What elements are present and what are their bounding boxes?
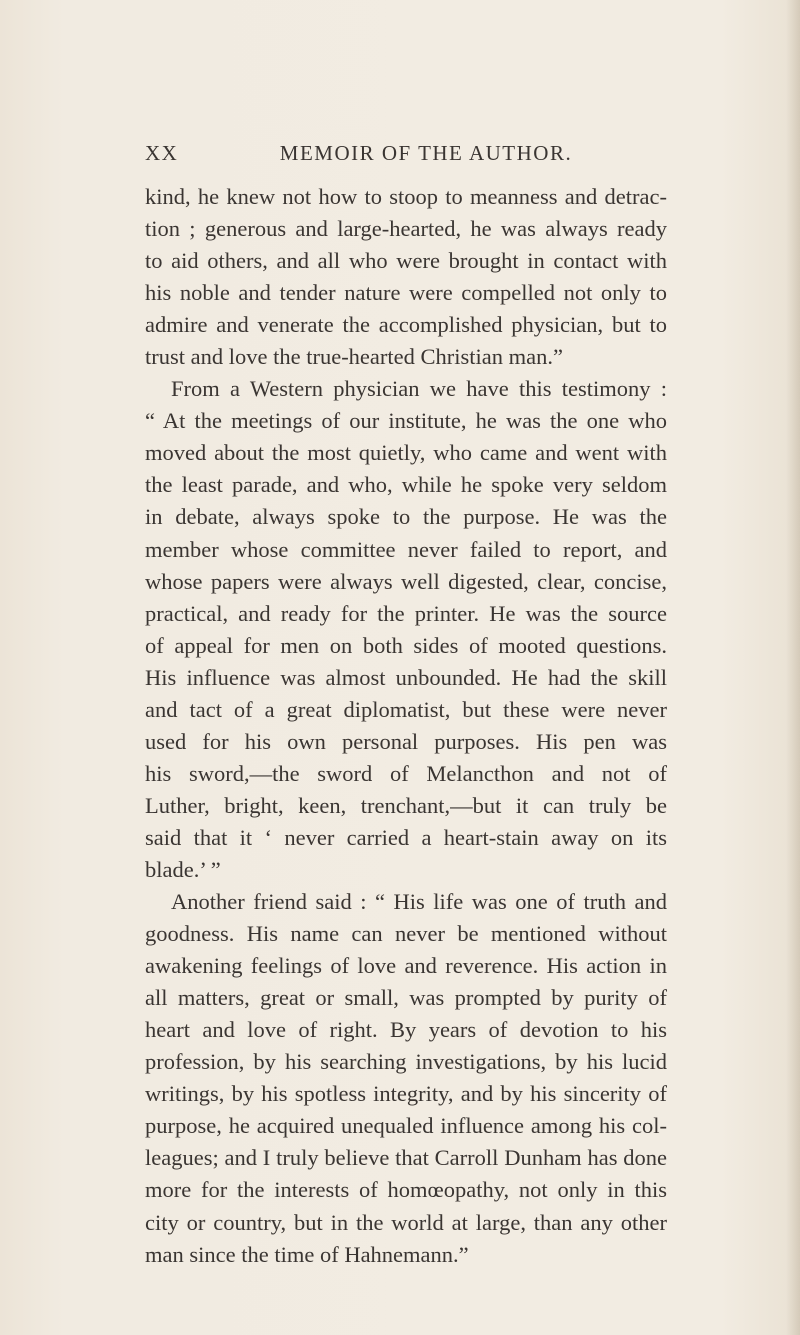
text-line: goodness. His name can never be mentioned without: [145, 921, 667, 947]
text-line: awakening feelings of love and reverence. His action in: [145, 953, 667, 979]
text-line: Another friend said : “ His life was one of truth and: [171, 889, 667, 915]
text-line: profession, by his searching investigations, by his lucid: [145, 1049, 667, 1075]
text-line: tion ; generous and large-hearted, he was always ready: [145, 216, 667, 242]
text-line: his sword,—the sword of Melancthon and not of: [145, 760, 667, 786]
text-line: moved about the most quietly, who came and went with: [145, 440, 667, 466]
text-line: his noble and tender nature were compelled not only to: [145, 280, 667, 306]
text-line: “ At the meetings of our institute, he was the one who: [145, 408, 667, 434]
body-text: [145, 181, 667, 1271]
page-number: XX: [145, 141, 179, 165]
running-header: [145, 141, 667, 171]
text-line: of appeal for men on both sides of mooted questions.: [145, 632, 667, 658]
text-line: From a Western physician we have this testimony :: [171, 376, 667, 402]
text-line: all matters, great or small, was prompted by purity of: [145, 985, 667, 1011]
text-line: member whose committee never failed to report, and: [145, 536, 667, 562]
text-line: the least parade, and who, while he spoke very seldom: [145, 472, 667, 498]
text-line: man since the time of Hahnemann.”: [145, 1241, 469, 1267]
text-line: writings, by his spotless integrity, and by his sincerity of: [145, 1081, 667, 1107]
text-line: purpose, he acquired unequaled influence among his col-: [145, 1113, 667, 1139]
text-line: used for his own personal purposes. His pen was: [145, 728, 667, 754]
running-title: MEMOIR OF THE AUTHOR.: [279, 141, 573, 165]
text-line: more for the interests of homœopathy, not only in this: [145, 1177, 667, 1203]
text-line: admire and venerate the accomplished physician, but to: [145, 312, 667, 338]
text-line: trust and love the true-hearted Christian man.”: [145, 344, 563, 370]
text-line: heart and love of right. By years of devotion to his: [145, 1017, 667, 1043]
text-line: kind, he knew not how to stoop to meanness and detrac-: [145, 184, 667, 209]
text-line: whose papers were always well digested, clear, concise,: [145, 568, 667, 594]
text-line: city or country, but in the world at large, than any other: [145, 1209, 667, 1235]
text-line: leagues; and I truly believe that Carroll Dunham has done: [145, 1145, 667, 1171]
text-line: and tact of a great diplomatist, but these were never: [145, 696, 667, 722]
text-line: in debate, always spoke to the purpose. He was the: [145, 504, 667, 530]
text-line: Luther, bright, keen, trenchant,—but it can truly be: [145, 792, 667, 818]
text-line: blade.’ ”: [145, 856, 221, 882]
text-line: to aid others, and all who were brought in contact with: [145, 248, 667, 274]
page-edge-shadow: [786, 0, 800, 1335]
text-line: said that it ‘ never carried a heart-stain away on its: [145, 824, 667, 850]
text-line: practical, and ready for the printer. He was the source: [145, 600, 667, 626]
text-line: His influence was almost unbounded. He had the skill: [145, 664, 667, 690]
